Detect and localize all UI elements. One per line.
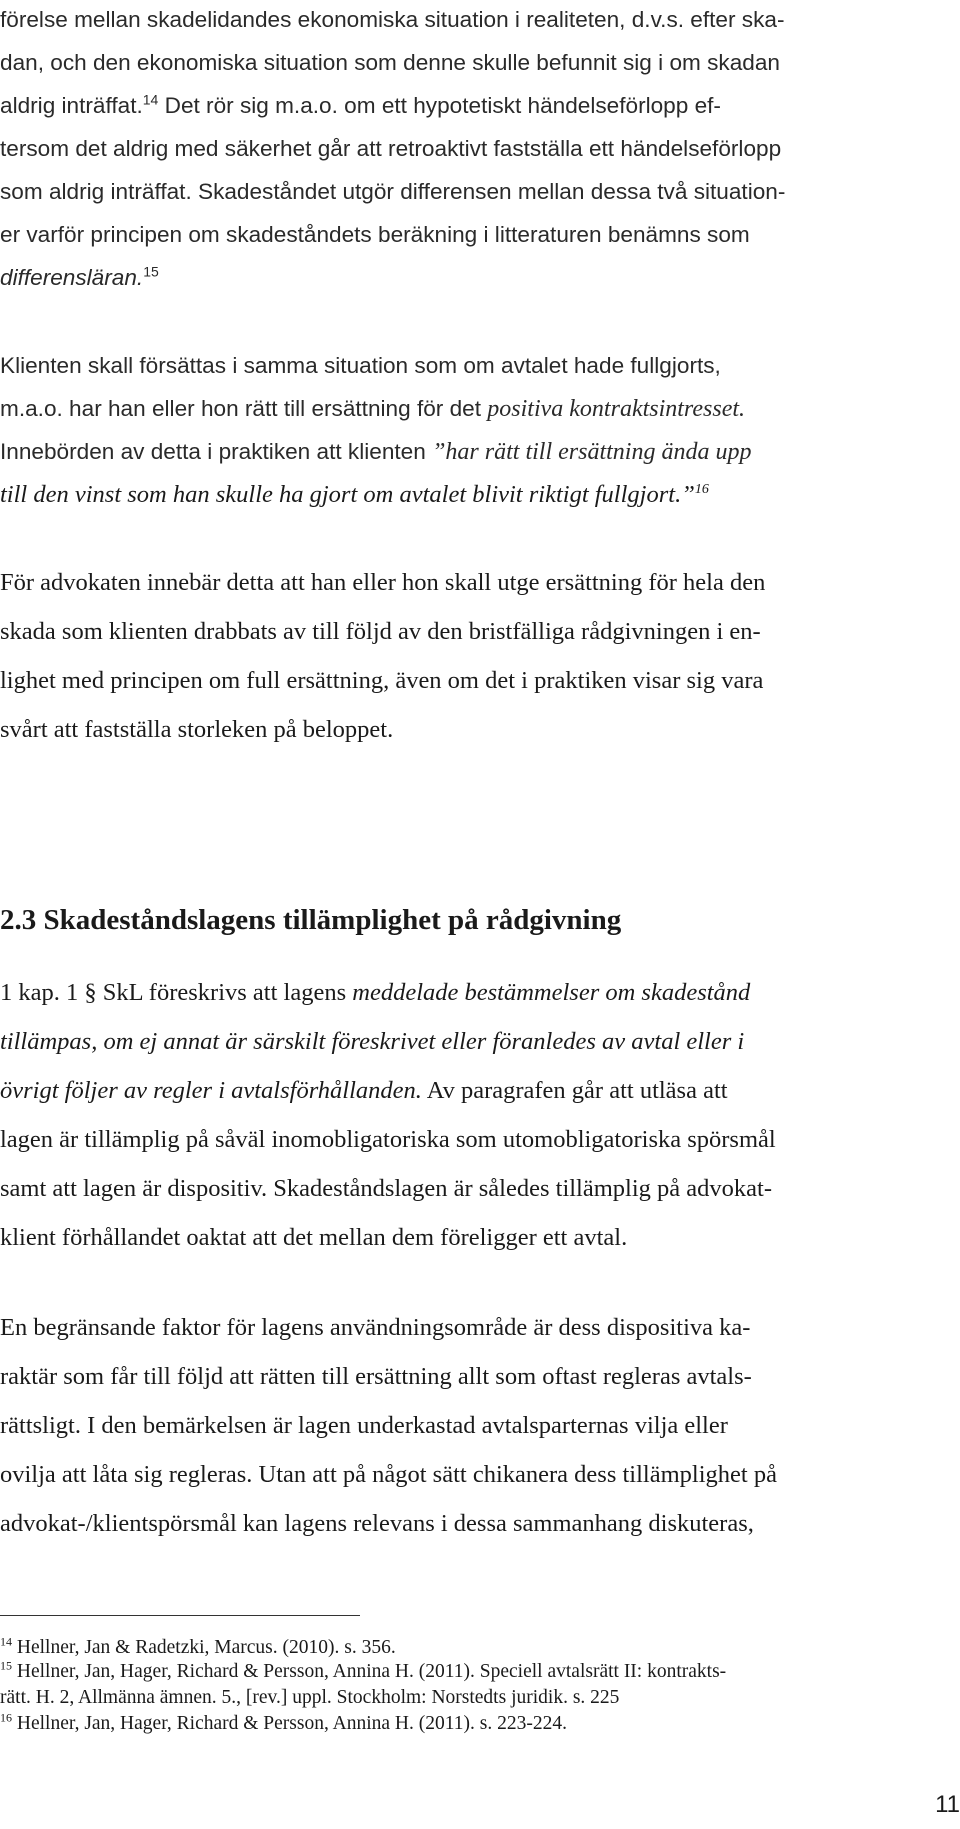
text-line bbox=[0, 1406, 728, 1446]
text-line bbox=[0, 1455, 777, 1495]
term-positiva-kontraktsintresset: positiva kontraktsintresset. bbox=[487, 396, 746, 422]
text-line-content: klient förhållandet oaktat att det mellan dem föreligger ett avtal. bbox=[0, 1224, 628, 1251]
footnote-ref-15[interactable]: 15 bbox=[143, 263, 159, 280]
text-line-content: svårt att fastställa storleken på beloppet. bbox=[0, 716, 394, 743]
text-line-content: samt att lagen är dispositiv. Skadeståndslagen är således tillämplig på advokat- bbox=[0, 1175, 773, 1202]
footnote-text: Hellner, Jan, Hager, Richard & Persson, Annina H. (2011). Speciell avtalsrätt II: kontrakts- bbox=[12, 1661, 727, 1682]
text-line bbox=[0, 661, 763, 701]
footnote-number: 14 bbox=[0, 1634, 12, 1649]
text-line bbox=[0, 215, 750, 255]
text-line-content: dan, och den ekonomiska situation som denne skulle befunnit sig i om skadan bbox=[0, 50, 780, 75]
text-line-content: Skadeståndet utgör differensen mellan dessa två situation- bbox=[191, 179, 786, 204]
text-line bbox=[0, 1022, 744, 1062]
footnote-text: rätt. H. 2, Allmänna ämnen. 5., [rev.] uppl. Stockholm: Norstedts juridik. s. 225 bbox=[0, 1687, 620, 1708]
quote-text: övrigt följer av regler i avtalsförhållanden. bbox=[0, 1077, 422, 1104]
text-line-content: er varför principen om skadeståndets beräkning i litteraturen benämns som bbox=[0, 222, 750, 247]
text-line bbox=[0, 389, 745, 429]
text-line bbox=[0, 1169, 772, 1209]
quote-text: tillämpas, om ej annat är särskilt föreskrivet eller föranledes av avtal eller i bbox=[0, 1028, 745, 1055]
footnote-15 bbox=[0, 1660, 726, 1684]
text-line bbox=[0, 1504, 754, 1544]
footnote-separator bbox=[0, 1615, 360, 1616]
text-line-content: lagen är tillämplig på såväl inomobligatoriska som utomobligatoriska spörsmål bbox=[0, 1126, 776, 1153]
text-line-content: För advokaten innebär detta att han eller hon skall utge ersättning för hela den bbox=[0, 569, 766, 596]
text-line bbox=[0, 0, 960, 40]
text-line-content: tersom det aldrig med säkerhet går att retroaktivt fastställa ett händelseförlopp bbox=[0, 136, 782, 161]
text-line-content: ovilja att låta sig regleras. Utan att på något sätt chikanera dess tillämplighet på bbox=[0, 1461, 777, 1488]
footnote-15-continued bbox=[0, 1686, 619, 1710]
text-line-content: lighet med principen om full ersättning, även om det i praktiken visar sig vara bbox=[0, 667, 764, 694]
footnote-text: Hellner, Jan, Hager, Richard & Persson, Annina H. (2011). s. 223-224. bbox=[12, 1713, 567, 1734]
text-line-content: rättsligt. I den bemärkelsen är lagen underkastad avtalsparternas vilja eller bbox=[0, 1412, 728, 1439]
text-line-content: m.a.o. har han eller hon rätt till ersättning för det bbox=[0, 396, 488, 421]
text-line-content: En begränsande faktor för lagens användningsområde är dess dispositiva ka- bbox=[0, 1314, 751, 1341]
text-line bbox=[0, 1218, 627, 1258]
text-line-content: Det rör sig m.a.o. om ett hypotetiskt händelseförlopp ef- bbox=[158, 93, 721, 118]
text-line bbox=[0, 1357, 752, 1397]
footnote-16 bbox=[0, 1712, 567, 1736]
quote-text: till den vinst som han skulle ha gjort om avtalet blivit riktigt fullgjort.” bbox=[0, 481, 695, 508]
footnote-text: Hellner, Jan & Radetzki, Marcus. (2010). s. 356. bbox=[12, 1637, 396, 1658]
text-line bbox=[0, 973, 750, 1013]
text-line bbox=[0, 1071, 728, 1111]
text-line bbox=[0, 1308, 750, 1348]
text-line-content: Av paragrafen går att utläsa att bbox=[421, 1077, 728, 1104]
quote-text: ”har rätt till ersättning ända upp bbox=[432, 439, 752, 465]
text-line bbox=[0, 258, 159, 298]
text-line-content: advokat-/klientspörsmål kan lagens relevans i dessa sammanhang diskuteras, bbox=[0, 1510, 754, 1537]
quote-text: meddelade bestämmelser om skadestånd bbox=[352, 979, 751, 1006]
text-line-content: Klienten skall försättas i samma situation som om avtalet hade fullgjorts, bbox=[0, 353, 721, 378]
text-line-content: förelse mellan skadelidandes ekonomiska situation i realiteten, d.v.s. efter ska- bbox=[0, 7, 785, 32]
text-line bbox=[0, 475, 709, 515]
text-line-content: aldrig inträffat. bbox=[0, 93, 143, 118]
text-line bbox=[0, 129, 781, 169]
text-line bbox=[0, 563, 765, 603]
section-heading: 2.3 Skadeståndslagens tillämplighet på rådgivning bbox=[0, 904, 622, 936]
page-number: 11 bbox=[935, 1791, 960, 1818]
text-line bbox=[0, 43, 780, 83]
text-line bbox=[0, 432, 751, 472]
text-line bbox=[0, 86, 721, 126]
text-line bbox=[0, 172, 785, 212]
footnote-ref-14[interactable]: 14 bbox=[142, 91, 159, 108]
footnote-number: 15 bbox=[0, 1658, 12, 1673]
text-line bbox=[0, 346, 721, 386]
footnote-14 bbox=[0, 1636, 396, 1660]
text-line-content: Innebörden av detta i praktiken att klienten bbox=[0, 439, 433, 464]
text-line-content: 1 kap. 1 § SkL föreskrivs att lagens bbox=[0, 979, 353, 1006]
footnote-ref-16[interactable]: 16 bbox=[694, 481, 709, 497]
text-line bbox=[0, 1120, 776, 1160]
text-line bbox=[0, 612, 761, 652]
text-line-content: skada som klienten drabbats av till följd av den bristfälliga rådgivningen i en- bbox=[0, 618, 761, 645]
text-line bbox=[0, 710, 393, 750]
text-line-content: raktär som får till följd att rätten till ersättning allt som oftast regleras avtals- bbox=[0, 1363, 752, 1390]
term-differenslaran: differensläran. bbox=[0, 265, 144, 290]
footnote-number: 16 bbox=[0, 1710, 12, 1725]
text-line-content: som aldrig inträffat. bbox=[0, 179, 192, 204]
